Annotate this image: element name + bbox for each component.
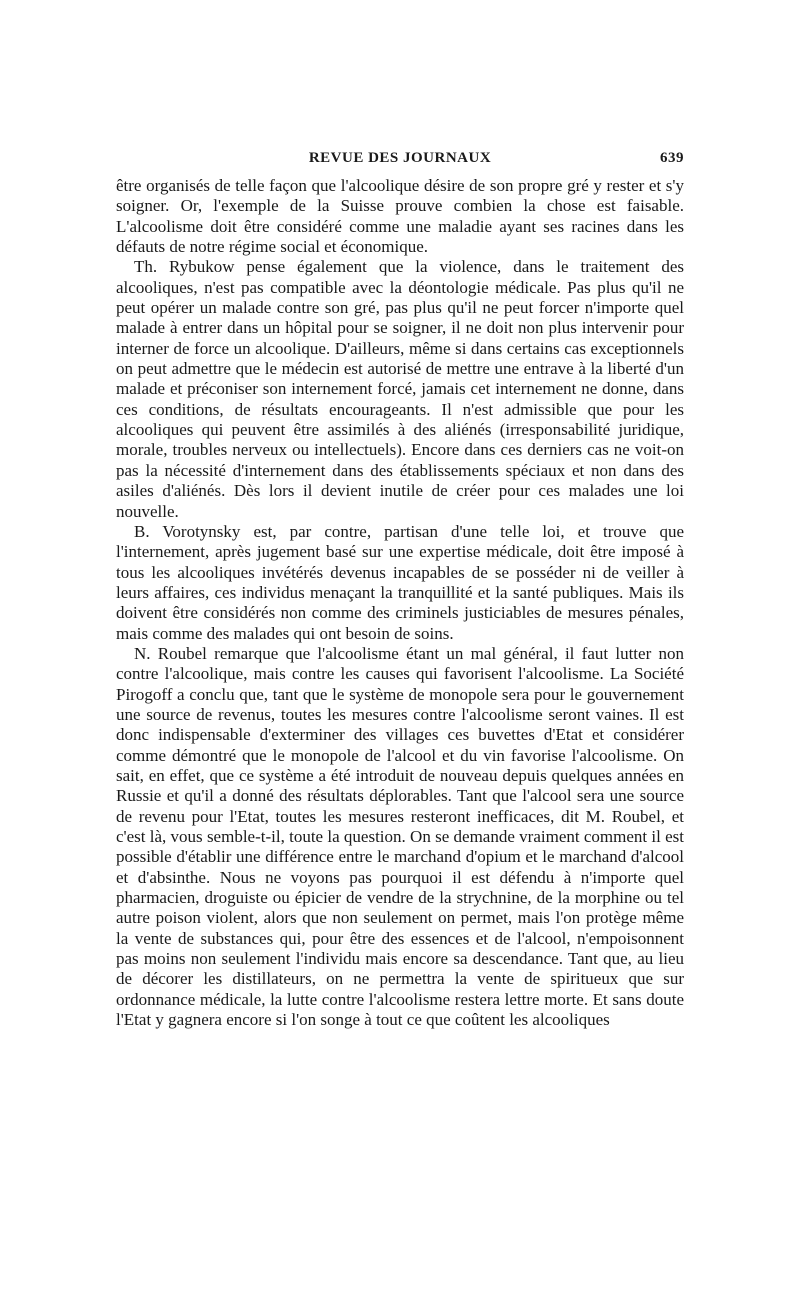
page-number: 639	[660, 150, 684, 166]
running-head	[116, 150, 684, 176]
book-page	[116, 150, 684, 1030]
paragraph-vorotynsky: B. Vorotynsky est, par contre, partisan d'une telle loi, et trouve que l'internement, après jugement basé sur une expertise médicale, doit être imposé à tous les alcooliques invétérés devenus incapables de se posséder ni de veiller à leurs affaires, ces individus menaçant la tranquillité et la santé publiques. Mais ils doivent être considérés non comme des criminels justiciables de mesures pénales, mais comme des malades qui ont besoin de soins.	[116, 521, 684, 643]
running-title: REVUE DES JOURNAUX	[308, 150, 492, 166]
paragraph-continuation: être organisés de telle façon que l'alcoolique désire de son propre gré y rester et s'y soigner. Or, l'exemple de la Suisse prouve combien la chose est faisable. L'alcoolisme doit être considéré comme une maladie ayant ses racines dans les défauts de notre régime social et économique.	[116, 176, 684, 257]
body-text	[116, 176, 684, 1030]
paragraph-rybukow: Th. Rybukow pense également que la violence, dans le traitement des alcooliques, n'est pas compatible avec la déontologie médicale. Pas plus qu'il ne peut opérer un malade contre son gré, pas plus qu'il ne peut forcer n'importe quel malade à entrer dans un hôpital pour se soigner, il ne doit non plus intervenir pour interner de force un alcoolique. D'ailleurs, même si dans certains cas exceptionnels on peut admettre que le médecin est autorisé de mettre une entrave à la liberté d'un malade et préconiser son internement forcé, jamais cet internement ne donne, dans ces conditions, de résultats encourageants. Il n'est admissible que pour les alcooliques qui peuvent être assimilés à des aliénés (irresponsabilité juridique, morale, troubles nerveux ou intellectuels). Encore dans ces derniers cas ne voit-on pas la nécessité d'internement dans des établissements spéciaux et non dans des asiles d'aliénés. Dès lors il devient inutile de créer pour ces malades une loi nouvelle.	[116, 257, 684, 521]
paragraph-roubel: N. Roubel remarque que l'alcoolisme étant un mal général, il faut lutter non contre l'alcoolique, mais contre les causes qui favorisent l'alcoolisme. La Société Pirogoff a conclu que, tant que le système de monopole sera pour le gouvernement une source de revenus, toutes les mesures contre l'alcoolisme seront vaines. Il est donc indispensable d'exterminer des villages ces buvettes d'Etat et considérer comme démontré que le monopole de l'alcool et du vin favorise l'alcoolisme. On sait, en effet, que ce système a été introduit de nouveau depuis quelques années en Russie et qu'il a donné des résultats déplorables. Tant que l'alcool sera une source de revenu pour l'Etat, toutes les mesures resteront inefficaces, dit M. Roubel, et c'est là, vous semble-t-il, toute la question. On se demande vraiment comment il est possible d'établir une différence entre le marchand d'opium et le marchand d'alcool et d'absinthe. Nous ne voyons pas pourquoi il est défendu à n'importe quel pharmacien, droguiste ou épicier de vendre de la strychnine, de la morphine ou tel autre poison violent, alors que non seulement on permet, mais l'on protège même la vente de substances qui, pour être des essences et de l'alcool, n'empoisonnent pas moins non seulement l'individu mais encore sa descendance. Tant que, au lieu de décorer les distillateurs, on ne permettra la vente de spiritueux que sur ordonnance médicale, la lutte contre l'alcoolisme restera lettre morte. Et sans doute l'Etat y gagnera encore si l'on songe à tout ce que coûtent les alcooliques	[116, 643, 684, 1030]
